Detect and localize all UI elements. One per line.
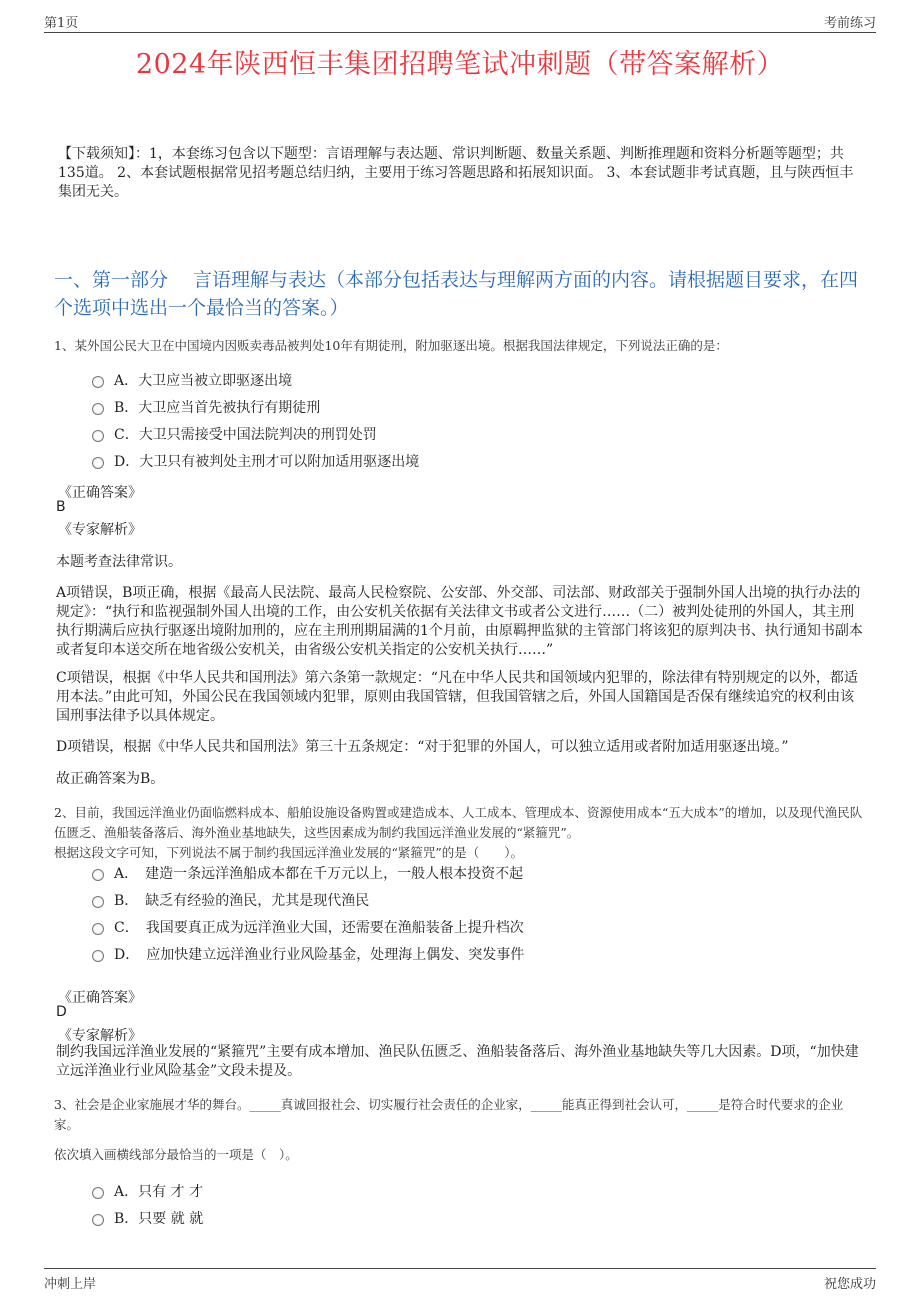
question-2-option-c[interactable]: C． 我国要真正成为远洋渔业大国，还需要在渔船装备上提升档次 bbox=[92, 917, 524, 937]
question-1-option-a[interactable]: A．大卫应当被立即驱逐出境 bbox=[92, 370, 292, 390]
analysis-paragraph: D项错误，根据《中华人民共和国刑法》第三十五条规定：“对于犯罪的外国人，可以独立适用或者附加适用驱逐出境。” bbox=[56, 739, 789, 755]
analysis-conclusion: 故正确答案为B。 bbox=[56, 771, 165, 787]
footer-left-text: 冲刺上岸 bbox=[44, 1277, 97, 1292]
header-divider bbox=[44, 32, 876, 33]
header-tag: 考前练习 bbox=[823, 16, 876, 31]
radio-icon[interactable] bbox=[92, 869, 104, 881]
question-1-text: 1、某外国公民大卫在中国境内因贩卖毒品被判处10年有期徒刑，附加驱逐出境。根据我国法律规定，下列说法正确的是： bbox=[54, 338, 728, 353]
page-title: 2024年陕西恒丰集团招聘笔试冲刺题（带答案解析） bbox=[135, 49, 785, 80]
section-heading: 一、第一部分 言语理解与表达（本部分包括表达与理解两方面的内容。请根据题目要求，在四个选项中选出一个最恰当的答案。） bbox=[54, 269, 859, 319]
answer-label: 《正确答案》 bbox=[58, 990, 142, 1006]
question-3-text: 3、社会是企业家施展才华的舞台。_____真诚回报社会、切实履行社会责任的企业家，_____能真正得到社会认可，_____是符合时代要求的企业家。 bbox=[54, 1097, 844, 1132]
page-number: 第1页 bbox=[44, 16, 79, 31]
radio-icon[interactable] bbox=[92, 923, 104, 935]
analysis-paragraph: 本题考查法律常识。 bbox=[56, 554, 182, 570]
footer-right-text: 祝您成功 bbox=[823, 1277, 876, 1292]
answer-value: B bbox=[56, 499, 66, 515]
analysis-label: 《专家解析》 bbox=[58, 1028, 142, 1044]
question-2-text: 2、目前，我国远洋渔业仍面临燃料成本、船舶设施设备购置或建造成本、人工成本、管理成本、资源使用成本“五大成本”的增加，以及现代渔民队伍匮乏、渔船装备落后、海外渔业基地缺失，这些因素成为制约我国远洋渔业发展的“紧箍咒”。 bbox=[54, 805, 863, 840]
question-2-option-d[interactable]: D． 应加快建立远洋渔业行业风险基金，处理海上偶发、突发事件 bbox=[92, 944, 524, 964]
radio-icon[interactable] bbox=[92, 430, 104, 442]
question-3-prompt: 依次填入画横线部分最恰当的一项是（ ）。 bbox=[54, 1147, 298, 1162]
question-1-option-b[interactable]: B．大卫应当首先被执行有期徒刑 bbox=[92, 397, 320, 417]
question-2-prompt: 根据这段文字可知，下列说法不属于制约我国远洋渔业发展的“紧箍咒”的是（ ）。 bbox=[54, 845, 524, 860]
question-1-option-c[interactable]: C．大卫只需接受中国法院判决的刑罚处罚 bbox=[92, 424, 377, 444]
question-3-option-b[interactable]: B．只要 就 就 bbox=[92, 1208, 203, 1228]
analysis-label: 《专家解析》 bbox=[58, 522, 142, 538]
analysis-paragraph: A项错误，B项正确，根据《最高人民法院、最高人民检察院、公安部、外交部、司法部、财政部关于强制外国人出境的执行办法的规定》：“执行和监视强制外国人出境的工作，由公安机关依据有关法律文书或者公文进行……（二）被判处徒刑的外国人，其主刑执行期满后应执行驱逐出境附加刑的，应在主刑刑期届满的1个月前，由原羁押监狱的主管部门将该犯的原判决书、执行通知书副本或者复印本送交所在地省级公安机关，由省级公安机关指定的公安机关执行……” bbox=[56, 585, 863, 658]
radio-icon[interactable] bbox=[92, 457, 104, 469]
answer-label: 《正确答案》 bbox=[58, 485, 142, 501]
analysis-paragraph: 制约我国远洋渔业发展的“紧箍咒”主要有成本增加、渔民队伍匮乏、渔船装备落后、海外渔业基地缺失等几大因素。D项，“加快建立远洋渔业行业风险基金”文段未提及。 bbox=[56, 1044, 859, 1079]
radio-icon[interactable] bbox=[92, 376, 104, 388]
question-2-option-b[interactable]: B． 缺乏有经验的渔民，尤其是现代渔民 bbox=[92, 890, 369, 910]
download-notice: 【下载须知】：1，本套练习包含以下题型：言语理解与表达题、常识判断题、数量关系题、判断推理题和资料分析题等题型；共135道。 2、本套试题根据常见招考题总结归纳，主要用于练习答题思路和拓展知识面。 3、本套试题非考试真题，且与陕西恒丰集团无关。 bbox=[58, 146, 854, 200]
answer-value: D bbox=[56, 1004, 67, 1020]
radio-icon[interactable] bbox=[92, 950, 104, 962]
footer-divider bbox=[44, 1268, 876, 1269]
question-3-option-a[interactable]: A．只有 才 才 bbox=[92, 1181, 203, 1201]
question-1-option-d[interactable]: D．大卫只有被判处主刑才可以附加适用驱逐出境 bbox=[92, 451, 419, 471]
analysis-paragraph: C项错误，根据《中华人民共和国刑法》第六条第一款规定：“凡在中华人民共和国领域内犯罪的，除法律有特别规定的以外，都适用本法。”由此可知，外国公民在我国领域内犯罪，原则由我国管辖，但我国管辖之后，外国人国籍国是否保有继续追究的权利由该国刑事法律予以具体规定。 bbox=[56, 670, 858, 724]
radio-icon[interactable] bbox=[92, 1187, 104, 1199]
radio-icon[interactable] bbox=[92, 896, 104, 908]
radio-icon[interactable] bbox=[92, 403, 104, 415]
radio-icon[interactable] bbox=[92, 1214, 104, 1226]
question-2-option-a[interactable]: A． 建造一条远洋渔船成本都在千万元以上，一般人根本投资不起 bbox=[92, 863, 523, 883]
